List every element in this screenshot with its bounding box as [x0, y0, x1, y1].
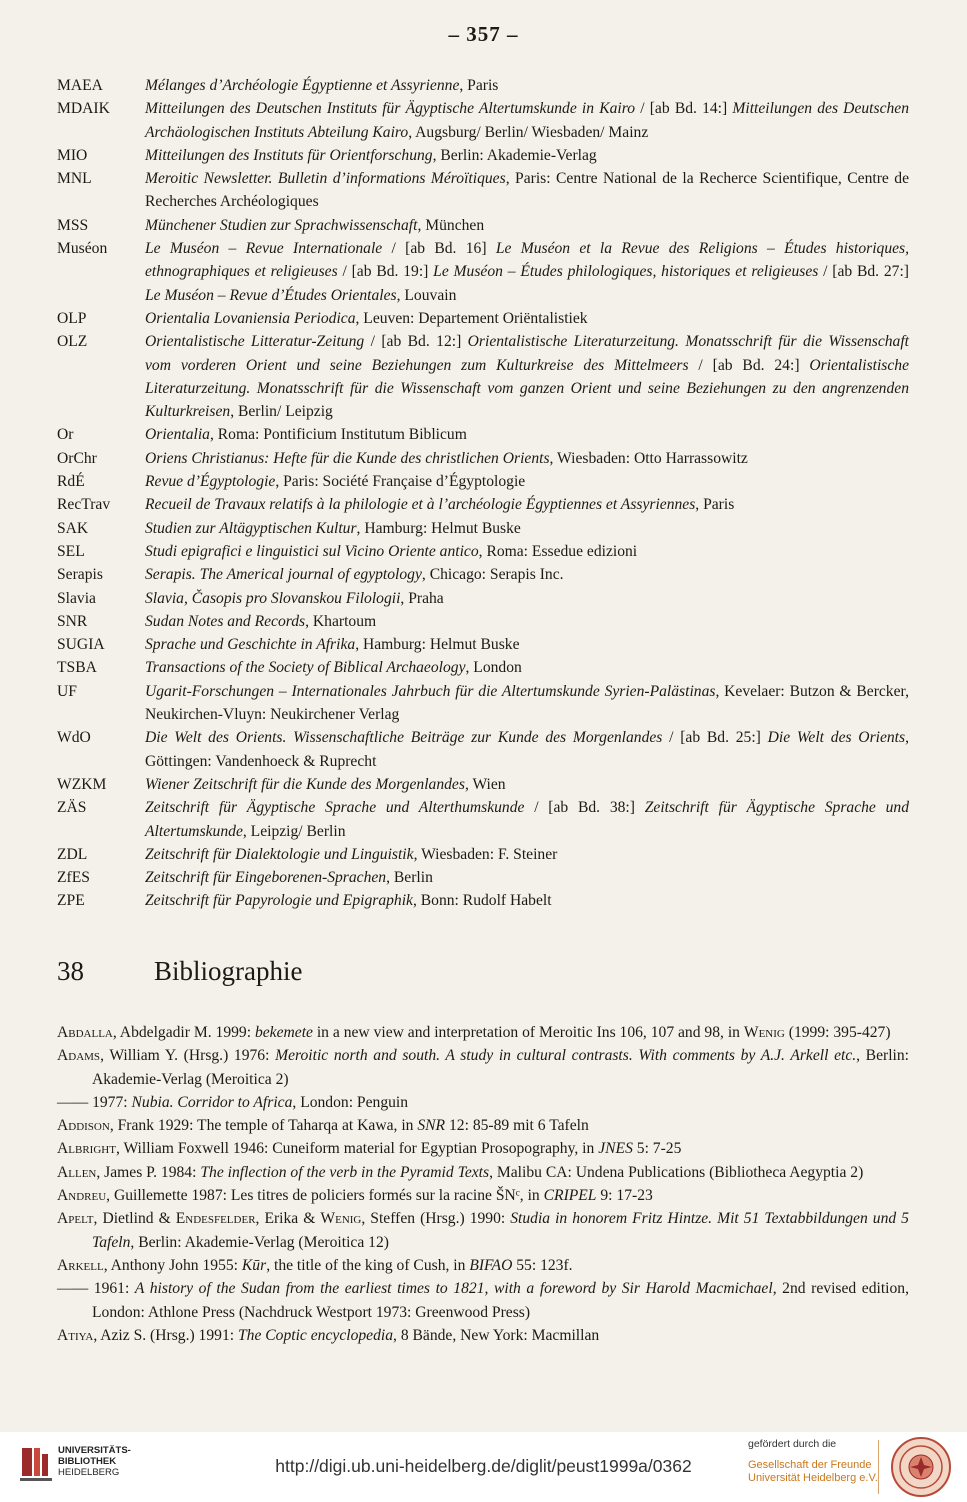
abbreviation-row — [57, 423, 909, 446]
abbreviation-row — [57, 307, 909, 330]
abbreviation-expansion: Studien zur Altägyptischen Kultur, Hamburg: Helmut Buske — [145, 519, 521, 537]
abbreviation-row — [57, 74, 909, 97]
abbreviation-key: SAK — [57, 519, 89, 537]
bibliography-entry: Allen, James P. 1984: The inflection of the verb in the Pyramid Texts, Malibu CA: Undena Publications (Bibliotheca Aegyptia 2) — [57, 1163, 864, 1181]
abbreviation-row — [57, 214, 909, 237]
abbreviation-key: OLZ — [57, 333, 88, 351]
abbreviation-row — [57, 773, 909, 796]
abbreviation-expansion: Studi epigrafici e linguistici sul Vicino Oriente antico, Roma: Essedue edizioni — [145, 542, 638, 560]
abbreviation-row — [57, 97, 909, 144]
abbreviation-key: SEL — [57, 542, 85, 560]
bibliography-list — [57, 1021, 909, 1347]
abbreviation-row — [57, 237, 909, 307]
abbreviation-row — [57, 843, 909, 866]
abbreviation-row — [57, 563, 909, 586]
abbreviation-row — [57, 656, 909, 679]
abbreviation-expansion: Zeitschrift für Papyrologie und Epigraphik, Bonn: Rudolf Habelt — [145, 892, 552, 910]
abbreviation-expansion: Transactions of the Society of Biblical Archaeology, London — [145, 659, 522, 677]
abbreviation-row — [57, 517, 909, 540]
abbreviation-key: MIO — [57, 146, 88, 164]
abbreviation-expansion: Le Muséon – Revue Internationale / [ab Bd. 16] Le Muséon et la Revue des Religions – Études historiques, ethnographiques et religieuses / [ab Bd. 19:] Le Muséon – Études philologiques, historiques et religieuses / [ab Bd. 27:] Le Muséon – Revue d’Études Orientales, Louvain — [145, 240, 910, 304]
abbreviation-key: RdÉ — [57, 473, 85, 491]
abbreviation-row — [57, 167, 909, 214]
abbreviation-row — [57, 633, 909, 656]
abbreviation-row — [57, 680, 909, 727]
abbreviation-expansion: Slavia, Časopis pro Slovanskou Filologii, Praha — [145, 589, 444, 607]
abbreviation-row — [57, 610, 909, 633]
bibliography-entry: Andreu, Guillemette 1987: Les titres de policiers formés sur la racine ŠNᶜ, in CRIPEL 9: 17-23 — [57, 1187, 653, 1205]
abbreviation-key: ZDL — [57, 845, 88, 863]
abbreviation-row — [57, 447, 909, 470]
bibliography-entry: Atiya, Aziz S. (Hrsg.) 1991: The Coptic encyclopedia, 8 Bände, New York: Macmillan — [57, 1326, 600, 1344]
university-seal-icon — [890, 1436, 952, 1498]
abbreviation-key: MDAIK — [57, 100, 110, 118]
abbreviation-key: TSBA — [57, 659, 97, 677]
abbreviation-key: Slavia — [57, 589, 96, 607]
abbreviation-row — [57, 889, 909, 912]
abbreviation-key: UF — [57, 682, 77, 700]
bibliography-entry: —— 1961: A history of the Sudan from the earliest times to 1821, with a foreword by Sir Harold Macmichael, 2nd revised edition, London: Athlone Press (Nachdruck Westport 1973: Greenwood Press) — [57, 1280, 909, 1321]
abbreviation-row — [57, 330, 909, 423]
abbreviation-key: WdO — [57, 729, 91, 747]
abbreviation-row — [57, 726, 909, 773]
abbreviation-key: RecTrav — [57, 496, 111, 514]
abbreviation-expansion: Zeitschrift für Ägyptische Sprache und Alterthumskunde / [ab Bd. 38:] Zeitschrift für Ägyptische Sprache und Altertumskunde, Leipzig/ Berlin — [145, 799, 910, 840]
abbreviation-expansion: Revue d’Égyptologie, Paris: Société Française d’Égyptologie — [145, 473, 526, 491]
sponsor-prefix: gefördert durch die — [748, 1438, 837, 1450]
abbreviation-row — [57, 540, 909, 563]
abbreviation-key: SNR — [57, 612, 88, 630]
abbreviation-expansion: Orientalistische Litteratur-Zeitung / [ab Bd. 12:] Orientalistische Literaturzeitung. Monatsschrift für die Wissenschaft vom vorderen Orient und seine Beziehungen zum Kulturkreise des Mittelmeers / [ab Bd. 24:] Orientalistische Literaturzeitung. Monatsschrift für die Wissenschaft vom ganzen Orient und seine Beziehungen zu den angrenzenden Kulturkreisen, Berlin/ Leipzig — [145, 333, 910, 421]
abbreviation-expansion: Serapis. The Americal journal of egyptology, Chicago: Serapis Inc. — [145, 566, 564, 584]
abbreviation-expansion: Orientalia, Roma: Pontificium Institutum Biblicum — [145, 426, 467, 444]
abbreviation-row — [57, 866, 909, 889]
library-name: UNIVERSITÄTS- BIBLIOTHEK HEIDELBERG — [58, 1445, 131, 1478]
abbreviation-row — [57, 144, 909, 167]
bibliography-entry: Arkell, Anthony John 1955: Kūr, the title of the king of Cush, in BIFAO 55: 123f. — [57, 1256, 573, 1274]
abbreviation-expansion: Wiener Zeitschrift für die Kunde des Morgenlandes, Wien — [145, 775, 506, 793]
abbreviation-key: Muséon — [57, 240, 108, 258]
abbreviation-expansion: Sprache und Geschichte in Afrika, Hamburg: Helmut Buske — [145, 636, 520, 654]
abbreviation-row — [57, 470, 909, 493]
bibliography-entry: Albright, William Foxwell 1946: Cuneiform material for Egyptian Prosopography, in JNES 5: 7-25 — [57, 1140, 682, 1158]
abbreviation-expansion: Mitteilungen des Instituts für Orientforschung, Berlin: Akademie-Verlag — [145, 146, 597, 164]
abbreviation-expansion: Meroitic Newsletter. Bulletin d’informations Méroïtiques, Paris: Centre National de la Recherce Scientifique, Centre de Recherches Archéologiques — [145, 170, 910, 211]
abbreviation-expansion: Zeitschrift für Dialektologie und Linguistik, Wiesbaden: F. Steiner — [145, 845, 558, 863]
abbreviation-key: ZÄS — [57, 799, 87, 817]
abbreviation-key: OLP — [57, 309, 87, 327]
abbreviation-key: OrChr — [57, 449, 97, 467]
abbreviation-expansion: Mitteilungen des Deutschen Instituts für Ägyptische Altertumskunde in Kairo / [ab Bd. 14:] Mitteilungen des Deutschen Archäologischen Instituts Abteilung Kairo, Augsburg/ Berlin/ Wiesbaden/ Mainz — [145, 100, 910, 141]
bibliography-entry: —— 1977: Nubia. Corridor to Africa, London: Penguin — [57, 1093, 409, 1111]
abbreviation-key: Serapis — [57, 566, 103, 584]
bibliography-entry: Abdalla, Abdelgadir M. 1999: bekemete in a new view and interpretation of Meroitic Ins 106, 107 and 98, in Wenig (1999: 395-427) — [57, 1024, 891, 1041]
abbreviation-key: WZKM — [57, 775, 107, 793]
footer — [0, 1432, 967, 1502]
footer-divider — [878, 1440, 879, 1494]
permalink-url[interactable]: http://digi.ub.uni-heidelberg.de/diglit/peust1999a/0362 — [275, 1456, 692, 1476]
abbreviation-key: SUGIA — [57, 636, 105, 654]
sponsor-name: Gesellschaft der Freunde Universität Heidelberg e.V. — [748, 1459, 878, 1484]
bibliography-entry: Addison, Frank 1929: The temple of Taharqa at Kawa, in SNR 12: 85-89 mit 6 Tafeln — [57, 1117, 589, 1135]
abbreviation-expansion: Oriens Christianus: Hefte für die Kunde des christlichen Orients, Wiesbaden: Otto Harrassowitz — [145, 449, 748, 467]
abbreviation-key: MAEA — [57, 77, 103, 94]
abbreviation-expansion: Die Welt des Orients. Wissenschaftliche Beiträge zur Kunde des Morgenlandes / [ab Bd. 25:] Die Welt des Orients, Göttingen: Vandenhoeck & Ruprecht — [145, 729, 909, 770]
bibliography-entry: Apelt, Dietlind & Endesfelder, Erika & Wenig, Steffen (Hrsg.) 1990: Studia in honorem Fritz Hintze. Mit 51 Textabbildungen und 5 Tafeln, Berlin: Akademie-Verlag (Meroitica 12) — [57, 1210, 909, 1251]
abbreviation-expansion: Ugarit-Forschungen – Internationales Jahrbuch für die Altertumskunde Syrien-Palästinas, Kevelaer: Butzon & Bercker, Neukirchen-Vluyn: Neukirchener Verlag — [145, 682, 909, 724]
abbreviation-key: MNL — [57, 170, 92, 188]
abbreviation-row — [57, 587, 909, 610]
abbreviation-expansion: Recueil de Travaux relatifs à la philologie et à l’archéologie Égyptiennes et Assyriennes, Paris — [145, 496, 735, 514]
abbreviation-row — [57, 796, 909, 843]
abbreviation-key: Or — [57, 426, 74, 444]
section-heading — [57, 956, 302, 987]
abbreviation-expansion: Münchener Studien zur Sprachwissenschaft, München — [145, 216, 485, 234]
abbreviation-row — [57, 493, 909, 516]
abbreviation-expansion: Sudan Notes and Records, Khartoum — [145, 612, 377, 630]
page-number: – 357 – — [448, 22, 519, 46]
abbreviation-key: MSS — [57, 216, 89, 234]
abbreviation-key: ZPE — [57, 892, 85, 910]
abbreviation-list — [57, 74, 909, 913]
abbreviation-expansion: Orientalia Lovaniensia Periodica, Leuven: Departement Oriëntalistiek — [145, 309, 588, 327]
abbreviation-expansion: Zeitschrift für Eingeborenen-Sprachen, Berlin — [145, 869, 433, 887]
section-number: 38 — [57, 956, 84, 986]
abbreviation-key: ZfES — [57, 869, 90, 887]
abbreviation-expansion: Mélanges d’Archéologie Égyptienne et Assyrienne, Paris — [145, 77, 499, 94]
bibliography-entry: Adams, William Y. (Hrsg.) 1976: Meroitic north and south. A study in cultural contrasts. With comments by A.J. Arkell etc., Berlin: Akademie-Verlag (Meroitica 2) — [57, 1047, 909, 1088]
section-title: Bibliographie — [154, 956, 303, 986]
